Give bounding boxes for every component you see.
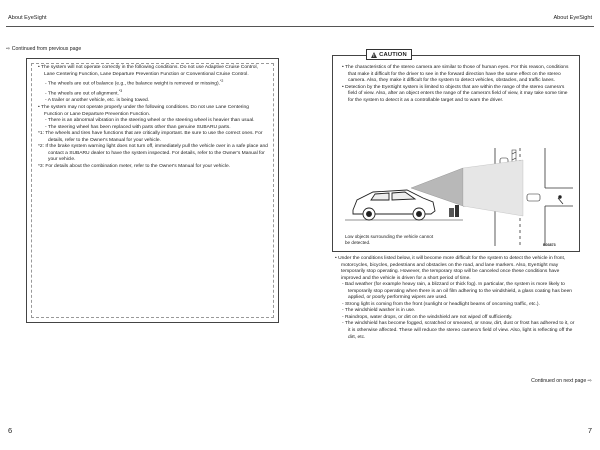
right-body-text: [334, 256, 576, 341]
left-header-rule: [6, 26, 300, 27]
right-page-header: About EyeSight: [553, 15, 592, 21]
list-item: - The wheels are out of alignment.$^{*3}$: [45, 89, 123, 97]
low-object-icon: [449, 208, 454, 217]
list-item: - The windshield has become fogged, scratched or smeared, or snow, dirt, dust or frost has adhered to it, or it is otherwise affected. These will reduce the stereo camera's field of view. Also, light is reflecting off the dirt, etc.: [342, 321, 575, 340]
list-item: • The system may not operate properly under the following conditions. Do not use Lane Centering Function or Lane Departure Prevention Function.: [38, 104, 249, 117]
vehicle-side-icon: [353, 190, 435, 220]
list-item: - Bad weather (for example heavy rain, a blizzard or thick fog). In particular, the system is more likely to temporarily stop operating when there is an oil film adhering to the windshield, a glass coating has been applied, or poorly performing wipers are used.: [342, 282, 573, 301]
warning-triangle-icon: !: [371, 52, 377, 58]
list-item: - The wheels are out of balance (e.g., the balance weight is removed or missing).$^{*2}$: [45, 79, 224, 87]
left-notice-box: [26, 58, 279, 323]
pedestrian-icon: [558, 195, 561, 198]
detection-illustration: [345, 148, 573, 246]
right-header-rule: [300, 26, 594, 27]
list-item: - There is an abnormal vibration in the steering wheel or the steering wheel is heavier than usual.: [45, 118, 255, 124]
list-item: - The steering wheel has been replaced with parts other than genuine SUBARU parts.: [45, 124, 231, 130]
footnote: *2: If the brake system warning light does not turn off, immediately pull the vehicle over in a safe place and contact a SUBARU dealer to have the system inspected. For details, refer to the Owner's Manual for your vehicle.: [38, 144, 268, 163]
caution-label: ! CAUTION: [366, 49, 412, 60]
list-item: - A trailer or another vehicle, etc. is being towed.: [45, 98, 150, 104]
figure-caption: Low objects surrounding the vehicle cannot be detected.: [345, 234, 434, 245]
list-item: - Strong light is coming from the front (sunlight or headlight beams of oncoming traffic, etc.).: [342, 301, 540, 307]
right-page-number: 7: [587, 426, 592, 435]
list-item: • Detection by the EyeSight system is limited to objects that are within the range of the stereo camera's field of view. Also, after an object enters the range of the camera's field of view, it may take some time for the system to detect it as a controllable target and to warn the driver.: [342, 84, 568, 103]
list-item: • The characteristics of the stereo camera are similar to those of human eyes. For this reason, conditions that make it difficult for the driver to see in the forward direction have the same effect on the stereo camera. Also, they make it difficult for the system to detect vehicles, obstacles, and traffic lanes.: [342, 65, 569, 84]
footnote: *1: The wheels and tires have functions that are critically important. Be sure to use the correct ones. For details, refer to the Owner's Manual for your vehicle.: [38, 131, 263, 143]
car-top-icon: [527, 194, 540, 201]
left-page-number: 6: [8, 426, 13, 435]
low-object-icon: [455, 205, 459, 217]
left-notice-text: [37, 65, 269, 170]
list-item: • The system will not operate correctly in the following conditions. Do not use Adaptive Cruise Control, Lane Centering Function, Lane Departure Prevention Function or Conventional Cruise Control.: [38, 65, 258, 77]
continued-from-note: ⇨ Continued from previous page: [6, 46, 82, 52]
list-item: - The windshield washer is in use.: [342, 308, 416, 314]
continued-on-note: Continued on next page ⇨: [531, 378, 592, 384]
list-item: • Under the conditions listed below, it will become more difficult for the system to detect the vehicle in front, motorcycles, bicycles, pedestrians and obstacles on the road, and lane markers. Also, EyeSight may temporarily stop operating. However, the temporary stop will be canceled once these conditions have improved and the vehicle is driven for a short period of time.: [335, 256, 566, 281]
caution-box: [332, 55, 580, 252]
caution-text: [341, 65, 573, 104]
footnote: *3: For details about the combination meter, refer to the Owner's Manual for your vehicle.: [38, 163, 231, 169]
left-page-header: About EyeSight: [8, 15, 47, 21]
list-item: - Raindrops, water drops, or dirt on the windshield are not wiped off sufficiently.: [342, 314, 513, 320]
figure-code: B03873: [543, 243, 556, 247]
